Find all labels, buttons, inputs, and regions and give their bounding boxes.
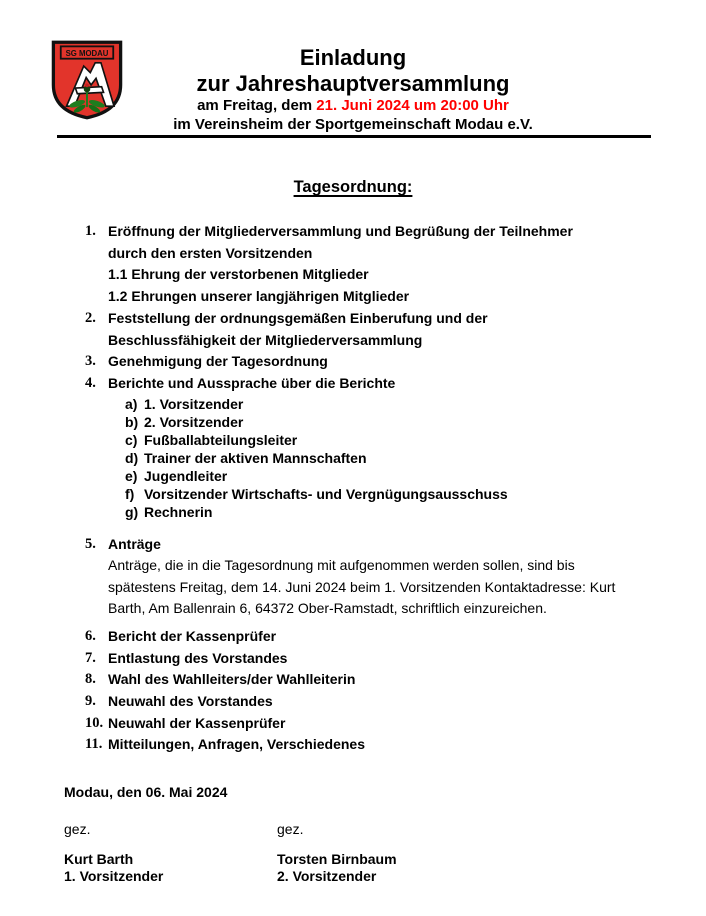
gez-label: gez. (64, 821, 91, 838)
header-divider (57, 135, 651, 138)
signature-first-chairman (64, 821, 277, 885)
agenda-item-3 (85, 351, 706, 373)
agenda-item-6 (85, 626, 706, 648)
location-line: im Vereinsheim der Sportgemeinschaft Modau e.V. (173, 115, 533, 133)
letter-label: d) (125, 449, 139, 466)
agenda-item-9 (85, 691, 706, 713)
report-item-c (125, 431, 706, 449)
letter-text: Fußballabteilungsleiter (144, 431, 298, 448)
agenda-item-number: 11. (85, 736, 103, 753)
agenda-item-2 (85, 308, 706, 351)
agenda-item-text: Anträge (108, 535, 161, 552)
letter-label: c) (125, 431, 138, 448)
letter-label: a) (125, 395, 138, 412)
agenda-item-7 (85, 648, 706, 670)
letter-label: e) (125, 467, 138, 484)
agenda-item-number: 4. (85, 374, 96, 391)
closing-block (64, 784, 706, 885)
agenda-item-text: Wahl des Wahlleiters/der Wahlleiterin (108, 671, 356, 688)
letter-text: Trainer der aktiven Mannschaften (144, 449, 367, 466)
place-date: Modau, den 06. Mai 2024 (64, 784, 228, 801)
signature-row (64, 821, 706, 885)
agenda-item-number: 1. (85, 223, 96, 239)
agenda-item-number: 6. (85, 627, 96, 644)
agenda-item-text: Eröffnung der Mitgliederversammlung und Begrüßung der Teilnehmer durch den ersten Vorsitzenden (108, 223, 573, 261)
letter-text: Jugendleiter (144, 467, 228, 484)
report-item-b (125, 413, 706, 431)
signer-role: 1. Vorsitzender (64, 868, 164, 885)
agenda-item-11 (85, 734, 706, 756)
agenda-subitem-1-2: 1.2 Ehrungen unserer langjährigen Mitglieder (108, 288, 410, 305)
agenda-item-number: 8. (85, 671, 96, 688)
agenda-item-10 (85, 713, 706, 735)
agenda-item-number: 7. (85, 649, 96, 666)
signer-name: Kurt Barth (64, 851, 134, 868)
agenda-item-text: Neuwahl der Kassenprüfer (108, 714, 286, 731)
letter-text: Rechnerin (144, 503, 213, 520)
signer-role: 2. Vorsitzender (277, 868, 377, 885)
agenda-item-number: 10. (85, 714, 104, 731)
agenda-item-number: 9. (85, 692, 96, 709)
antraege-paragraph: Anträge, die in die Tagesordnung mit aufgenommen werden sollen, sind bis spätestens Freitag, dem 14. Juni 2024 beim 1. Vorsitzenden Kontaktadresse: Kurt Barth, Am Ballenrain 6, 64372 Ober-Ramstadt, schriftlich einzureichen. (108, 557, 616, 617)
agenda-item-text: Mitteilungen, Anfragen, Verschiedenes (108, 736, 365, 753)
agenda-item-text: Feststellung der ordnungsgemäßen Einberufung und der Beschlussfähigkeit der Mitgliederversammlung (108, 309, 488, 348)
agenda-item-number: 2. (85, 309, 96, 326)
agenda-item-1 (85, 221, 706, 264)
agenda-item-text: Neuwahl des Vorstandes (108, 692, 273, 709)
agenda-item-text: Entlastung des Vorstandes (108, 649, 288, 666)
sg-modau-logo (50, 39, 124, 121)
signature-second-chairman (277, 821, 490, 885)
title-line-2: zur Jahreshauptversammlung (196, 71, 510, 96)
letter-text: 2. Vorsitzender (144, 413, 244, 430)
agenda-item-number: 5. (85, 535, 96, 552)
agenda-item-4 (85, 373, 706, 395)
agenda-item-number: 3. (85, 353, 96, 370)
letter-label: b) (125, 413, 139, 430)
report-item-d (125, 449, 706, 467)
title-line-1: Einladung (299, 45, 407, 70)
date-line-highlight: 21. Juni 2024 um 20:00 Uhr (316, 97, 509, 114)
letter-text: Vorsitzender Wirtschafts- und Vergnügungsausschuss (144, 485, 508, 502)
agenda-list (85, 221, 706, 756)
report-item-a (125, 395, 706, 413)
report-item-f (125, 485, 706, 503)
signer-name: Torsten Birnbaum (277, 851, 397, 868)
letter-label: f) (125, 485, 135, 502)
agenda-heading: Tagesordnung: (293, 178, 413, 196)
logo-text: SG MODAU (65, 48, 109, 58)
report-item-e (125, 467, 706, 485)
date-line-prefix: am Freitag, dem (197, 97, 317, 114)
agenda-item-text: Berichte und Aussprache über die Berichte (108, 374, 396, 391)
letter-text: 1. Vorsitzender (144, 395, 244, 412)
agenda-item-5 (85, 534, 706, 556)
gez-label: gez. (277, 821, 304, 838)
agenda-item-8 (85, 669, 706, 691)
letter-label: g) (125, 503, 139, 520)
report-item-g (125, 503, 706, 521)
agenda-item-text: Bericht der Kassenprüfer (108, 627, 277, 644)
agenda-subitem-1-1: 1.1 Ehrung der verstorbenen Mitglieder (108, 266, 369, 283)
agenda-item-text: Genehmigung der Tagesordnung (108, 353, 328, 370)
